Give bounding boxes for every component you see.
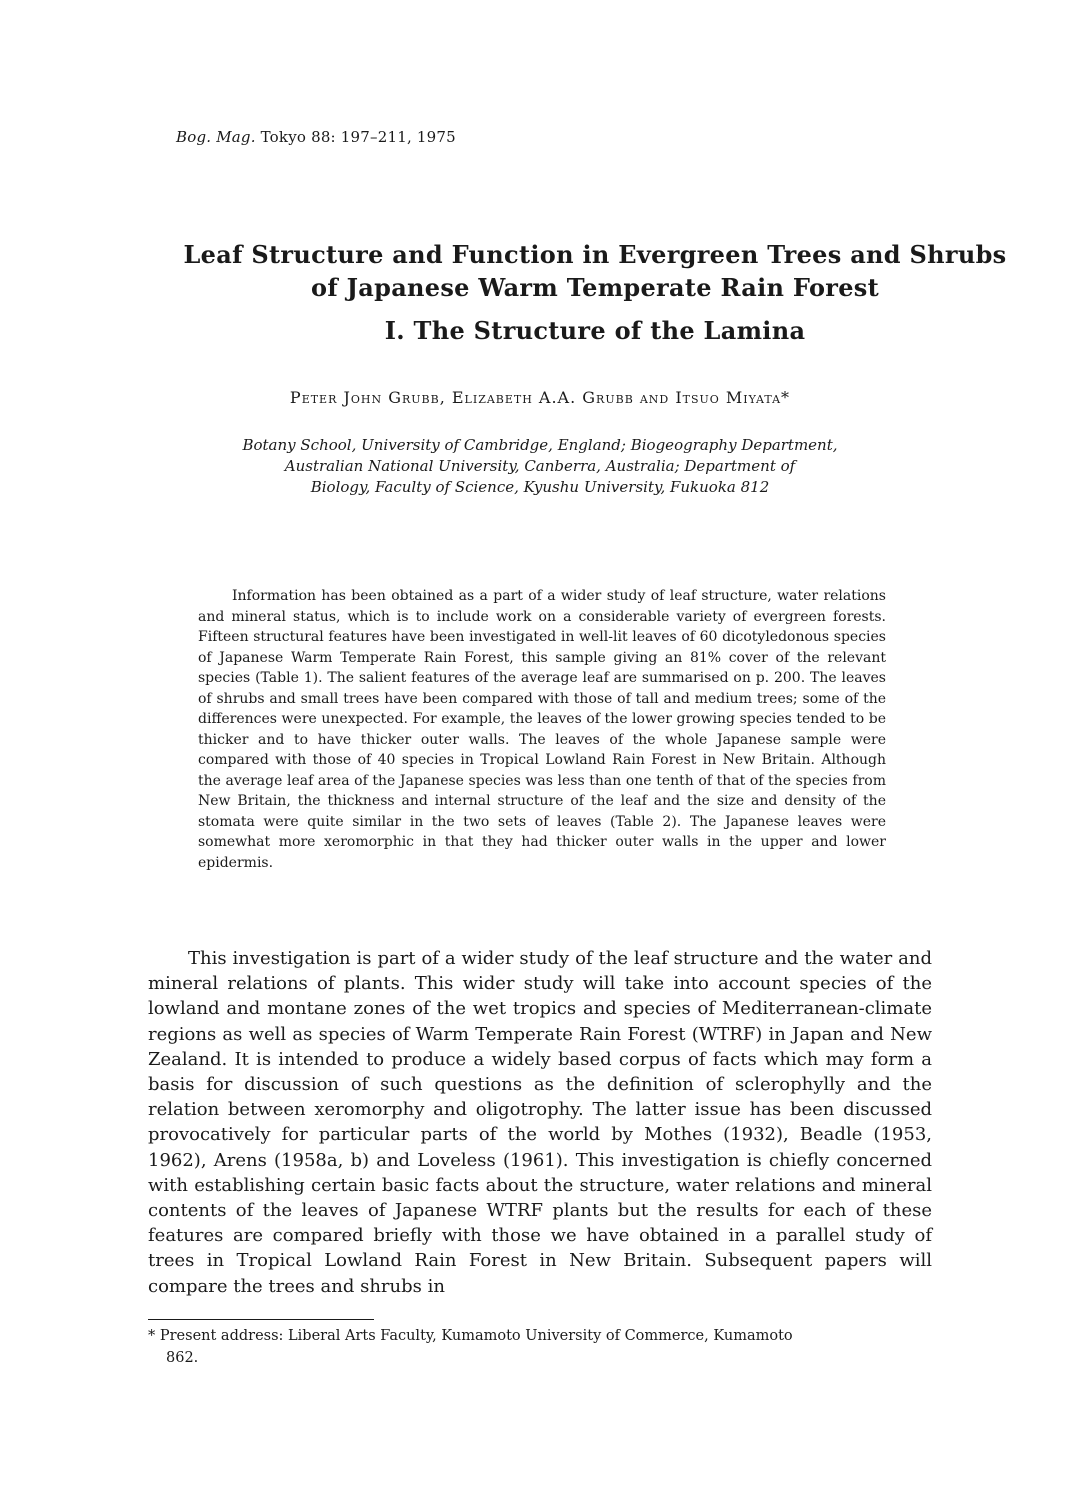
footnote-divider xyxy=(148,1319,374,1320)
affiliation-line-1: Botany School, University of Cambridge, England; Biogeography Department, xyxy=(242,436,838,454)
title-line-2: of Japanese Warm Temperate Rain Forest xyxy=(311,273,879,302)
journal-name: Bog. Mag. xyxy=(176,128,256,146)
citation-details: Tokyo 88: 197–211, 1975 xyxy=(260,128,456,146)
author-list: Peter John Grubb, Elizabeth A.A. Grubb and Itsuo Miyata* xyxy=(289,388,791,407)
paper-subtitle: I. The Structure of the Lamina xyxy=(384,316,806,345)
footnote-line-1: * Present address: Liberal Arts Faculty, Kumamoto University of Commerce, Kumamoto xyxy=(148,1328,793,1344)
affiliation-line-2: Australian National University, Canberra, Australia; Department of xyxy=(284,457,796,475)
abstract: Information has been obtained as a part of a wider study of leaf structure, water relations and mineral status, which is to include work on a considerable variety of evergreen forests. Fifteen structural features have been investigated in well-lit leaves of 60 dicotyledonous species of Japanese Warm Temperate Rain Forest, this sample giving an 81% cover of the relevant species (Table 1). The salient features of the average leaf are summarised on p. 200. The leaves of shrubs and small trees have been compared with those of tall and medium trees; some of the differences were unexpected. For example, the leaves of the lower growing species tended to be thicker and to have thicker outer walls. The leaves of the whole Japanese sample were compared with those of 40 species in Tropical Lowland Rain Forest in New Britain. Although the average leaf area of the Japanese species was less than one tenth of that of the species from New Britain, the thickness and internal structure of the leaf and the size and density of the stomata were quite similar in the two sets of leaves (Table 2). The Japanese leaves were somewhat more xeromorphic in that they had thicker outer walls in the upper and lower epidermis. xyxy=(198,588,886,871)
title-line-1: Leaf Structure and Function in Evergreen Trees and Shrubs xyxy=(183,240,1007,269)
footnote xyxy=(148,1325,916,1369)
body-paragraph: This investigation is part of a wider study of the leaf structure and the water and mineral relations of plants. This wider study will take into account species of the lowland and montane zones of the wet tropics and species of Mediterranean-climate regions as well as species of Warm Temperate Rain Forest (WTRF) in Japan and New Zealand. It is intended to produce a widely based corpus of facts which may form a basis for discussion of such questions as the definition of sclerophylly and the relation between xeromorphy and oligotrophy. The latter issue has been discussed provocatively for particular parts of the world by Mothes (1932), Beadle (1953, 1962), Arens (1958a, b) and Loveless (1961). This investigation is chiefly concerned with establishing certain basic facts about the structure, water relations and mineral contents of the leaves of Japanese WTRF plants but the results for each of these features are compared briefly with those we have obtained in a parallel study of trees in Tropical Lowland Rain Forest in New Britain. Subsequent papers will compare the trees and shrubs in xyxy=(148,948,932,1297)
journal-citation xyxy=(176,128,456,146)
footnote-line-2: 862. xyxy=(166,1350,199,1366)
affiliation-line-3: Biology, Faculty of Science, Kyushu University, Fukuoka 812 xyxy=(310,478,770,496)
